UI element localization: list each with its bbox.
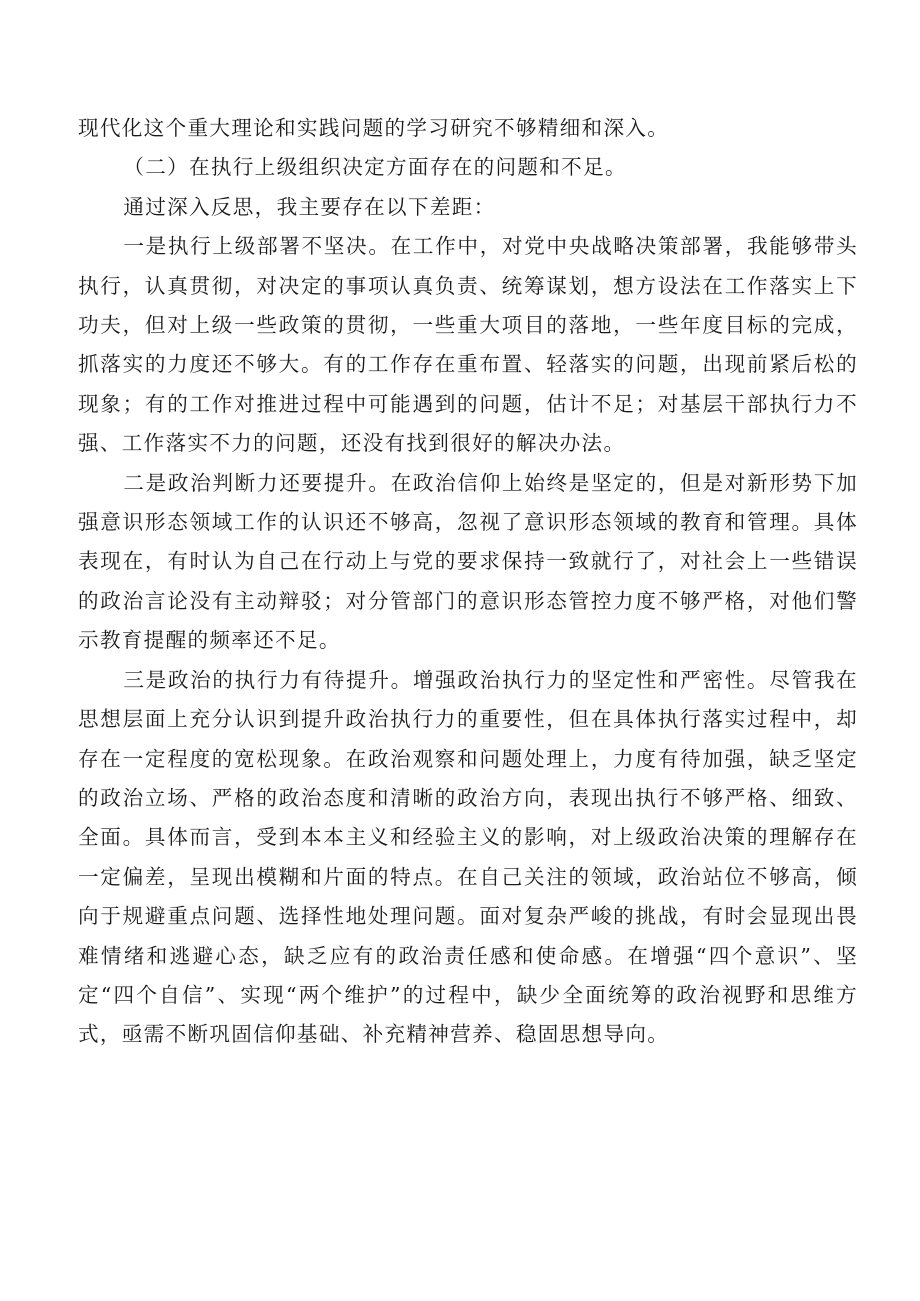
paragraph-continuation: 现代化这个重大理论和实践问题的学习研究不够精细和深入。: [78, 116, 670, 140]
section-heading: （二）在执行上级组织决定方面存在的问题和不足。: [123, 155, 627, 180]
document-body: [78, 109, 858, 1055]
paragraph-intro: 通过深入反思，我主要存在以下差距：: [123, 194, 496, 219]
paragraph-point-three: 三是政治的执行力有待提升。增强政治执行力的坚定性和严密性。尽管我在思想层面上充分认识到提升政治执行力的重要性，但在具体执行落实过程中，却存在一定程度的宽松现象。在政治观察和问题处理上，力度有待加强，缺乏坚定的政治立场、严格的政治态度和清晰的政治方向，表现出执行不够严格、细致、全面。具体而言，受到本本主义和经验主义的影响，对上级政治决策的理解存在一定偏差，呈现出模糊和片面的特点。在自己关注的领域，政治站位不够高，倾向于规避重点问题、选择性地处理问题。面对复杂严峻的挑战，有时会显现出畏难情绪和逃避心态，缺乏应有的政治责任感和使命感。在增强“四个意识”、坚定“四个自信”、实现“两个维护”的过程中，缺少全面统筹的政治视野和思维方式，亟需不断巩固信仰基础、补充精神营养、稳固思想导向。: [78, 667, 858, 1047]
paragraph-point-two: 二是政治判断力还要提升。在政治信仰上始终是坚定的，但是对新形势下加强意识形态领域工作的认识还不够高，忽视了意识形态领域的教育和管理。具体表现在，有时认为自己在行动上与党的要求保持一致就行了，对社会上一些错误的政治言论没有主动辩驳；对分管部门的意识形态管控力度不够严格，对他们警示教育提醒的频率还不足。: [78, 470, 858, 653]
paragraph-point-one: 一是执行上级部署不坚决。在工作中，对党中央战略决策部署，我能够带头执行，认真贯彻，对决定的事项认真负责、统筹谋划，想方设法在工作落实上下功夫，但对上级一些政策的贯彻，一些重大项目的落地，一些年度目标的完成，抓落实的力度还不够大。有的工作存在重布置、轻落实的问题，出现前紧后松的现象；有的工作对推进过程中可能遇到的问题，估计不足；对基层干部执行力不强、工作落实不力的问题，还没有找到很好的解决办法。: [78, 234, 858, 456]
